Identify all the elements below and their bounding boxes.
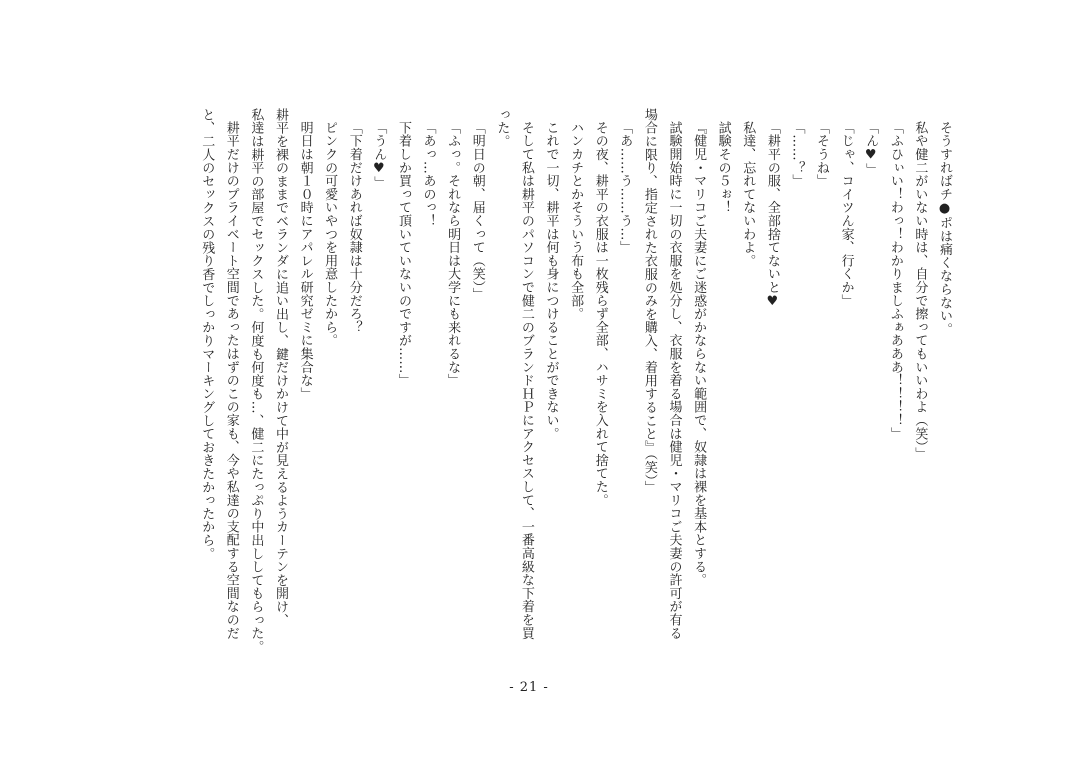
text-line: その夜、耕平の衣服は一枚残らず全部、ハサミを入れて捨てた。 [592, 121, 608, 507]
text-line: 「……？」 [789, 121, 805, 188]
text-line: 耕平を裸のままでベランダに追い出し、鍵だけかけて中が見えるようカーテンを開け、 [272, 108, 288, 627]
text-line: 「あ……う……う…」 [617, 121, 633, 254]
text-line: と、二人のセックスの残り香でしっかりマーキングしておきたかったから。 [199, 108, 215, 561]
text-line: 「耕平の服、全部捨てないと♥ [764, 121, 780, 310]
text-line: 「あっ…あのっ！ [420, 121, 436, 228]
text-line: 耕平だけのプライベート空間であったはずのこの家も、今や私達の支配する空間なのだ [223, 121, 239, 640]
text-line: 下着しか買って頂いていないのですが……」 [395, 121, 411, 387]
text-line: 「下着だけあれば奴隷は十分だろ？ [346, 121, 362, 334]
vertical-text-block [194, 108, 956, 670]
text-line: 試験その５ぉ！ [715, 121, 731, 215]
text-line: そうすればチ●ポは痛くならない。 [937, 121, 952, 336]
text-line: 試験開始時に一切の衣服を処分し、衣服を着る場合は健児・マリコご夫妻の許可が有る [666, 121, 682, 640]
text-line: 「ふっ。それなら明日は大学にも来れるな」 [445, 121, 461, 387]
text-line: 私や健二がいない時は、自分で擦ってもいいわよ（笑）」 [912, 121, 928, 461]
text-line: 『健児・マリコご夫妻にご迷惑がかならない範囲で、奴隷は裸を基本とする。 [691, 121, 707, 587]
text-line: 場合に限り、指定された衣服のみを購入、着用すること』（笑）」 [641, 108, 657, 494]
text-line: 「じゃ、コイツん家、行くか」 [838, 121, 854, 308]
text-line: 私達は耕平の部屋でセックスした。何度も何度も…、健二にたっぷり中出ししてもらった。 [248, 108, 264, 654]
text-line: 「うん♥」 [371, 121, 387, 190]
text-line: 私達、忘れてないわよ。 [740, 121, 756, 268]
text-line: 「ん♥」 [863, 121, 879, 177]
text-line: 「明日の朝、届くって（笑）」 [469, 121, 485, 301]
text-line: 明日は朝１０時にアパレル研究ゼミに集合な」 [297, 121, 313, 401]
text-line: ピンクの可愛いやつを用意したから。 [322, 121, 338, 348]
text-line: 「そうね」 [814, 121, 830, 188]
text-line: った。 [494, 108, 510, 148]
text-line: ハンカチとかそういう布も全部。 [568, 121, 584, 321]
text-line: これで一切、耕平は何も身につけることができない。 [543, 121, 559, 441]
text-line: そして私は耕平のパソコンで健二のブランドＨＰにアクセスして、一番高級な下着を買 [518, 121, 534, 640]
page-number: - 21 - [509, 680, 549, 695]
text-line: 「ふひぃい！わっ！わかりましふぁあああ！！！！」 [887, 121, 903, 441]
